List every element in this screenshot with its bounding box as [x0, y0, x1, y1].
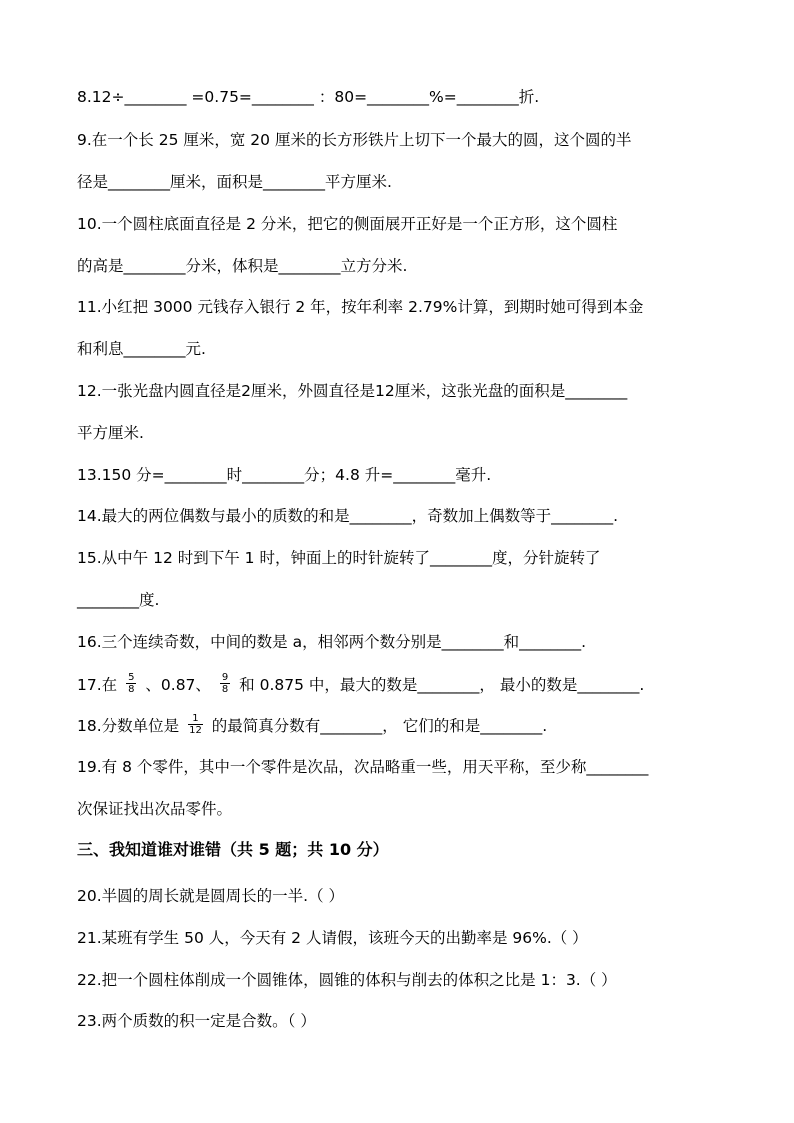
question-15-line-1: 15.从中午 12 时到下午 1 时，钟面上的时针旋转了________度，分针旋转了: [77, 549, 601, 567]
question-11-line-1: 11.小红把 3000 元钱存入银行 2 年，按年利率 2.79%计算，到期时她可得到本金: [77, 298, 644, 316]
question-9-line-2: 径是________厘米，面积是________平方厘米.: [77, 173, 392, 191]
fraction-denominator: 12: [189, 725, 202, 736]
question-17: [77, 674, 644, 697]
question-22: 22.把一个圆柱体削成一个圆锥体，圆锥的体积与削去的体积之比是 1：3.（ ）: [77, 971, 617, 989]
question-18-prefix: 18.分数单位是: [77, 717, 180, 735]
fraction-9-8: [220, 672, 230, 695]
question-11-line-2: 和利息________元.: [77, 340, 206, 358]
question-21: 21.某班有学生 50 人，今天有 2 人请假，该班今天的出勤率是 96%.（ ）: [77, 929, 588, 947]
question-9-line-1: 9.在一个长 25 厘米，宽 20 厘米的长方形铁片上切下一个最大的圆，这个圆的半: [77, 131, 632, 149]
question-17-prefix: 17.在: [77, 676, 118, 694]
fraction-numerator: 1: [188, 713, 203, 725]
question-23: 23.两个质数的积一定是合数。（ ）: [77, 1012, 316, 1030]
question-14: 14.最大的两位偶数与最小的质数的和是________，奇数加上偶数等于________.: [77, 507, 619, 525]
fraction-numerator: 9: [221, 672, 229, 683]
question-18: [77, 715, 547, 738]
question-19-line-2: 次保证找出次品零件。: [77, 800, 233, 818]
question-17-suffix: 和 0.875 中，最大的数是________， 最小的数是________.: [239, 676, 645, 694]
question-19-line-1: 19.有 8 个零件，其中一个零件是次品，次品略重一些，用天平称，至少称________: [77, 758, 649, 776]
question-12-line-2: 平方厘米.: [77, 424, 144, 442]
question-20: 20.半圆的周长就是圆周长的一半.（ ）: [77, 887, 345, 905]
question-17-mid: 、0.87、: [145, 676, 211, 694]
question-10-line-2: 的高是________分米，体积是________立方分米.: [77, 257, 408, 275]
fraction-denominator: 8: [128, 684, 135, 695]
fraction-denominator: 8: [221, 684, 229, 695]
fraction-5-8: [126, 672, 136, 695]
question-10-line-1: 10.一个圆柱底面直径是 2 分米，把它的侧面展开正好是一个正方形，这个圆柱: [77, 215, 618, 233]
question-15-line-2: ________度.: [77, 591, 160, 609]
fraction-1-12: [188, 713, 203, 736]
question-12-line-1: 12.一张光盘内圆直径是2厘米，外圆直径是12厘米，这张光盘的面积是________: [77, 382, 628, 400]
section-3-title: 三、我知道谁对谁错（共 5 题；共 10 分）: [77, 840, 389, 859]
question-13: 13.150 分=________时________分；4.8 升=________毫升.: [77, 466, 492, 484]
fraction-numerator: 5: [128, 672, 135, 683]
question-18-suffix: 的最简真分数有________， 它们的和是________.: [211, 717, 548, 735]
question-8: 8.12÷________ =0.75=________ ：80=________%=________折.: [77, 88, 540, 106]
question-16: 16.三个连续奇数，中间的数是 a，相邻两个数分别是________和________.: [77, 633, 587, 651]
